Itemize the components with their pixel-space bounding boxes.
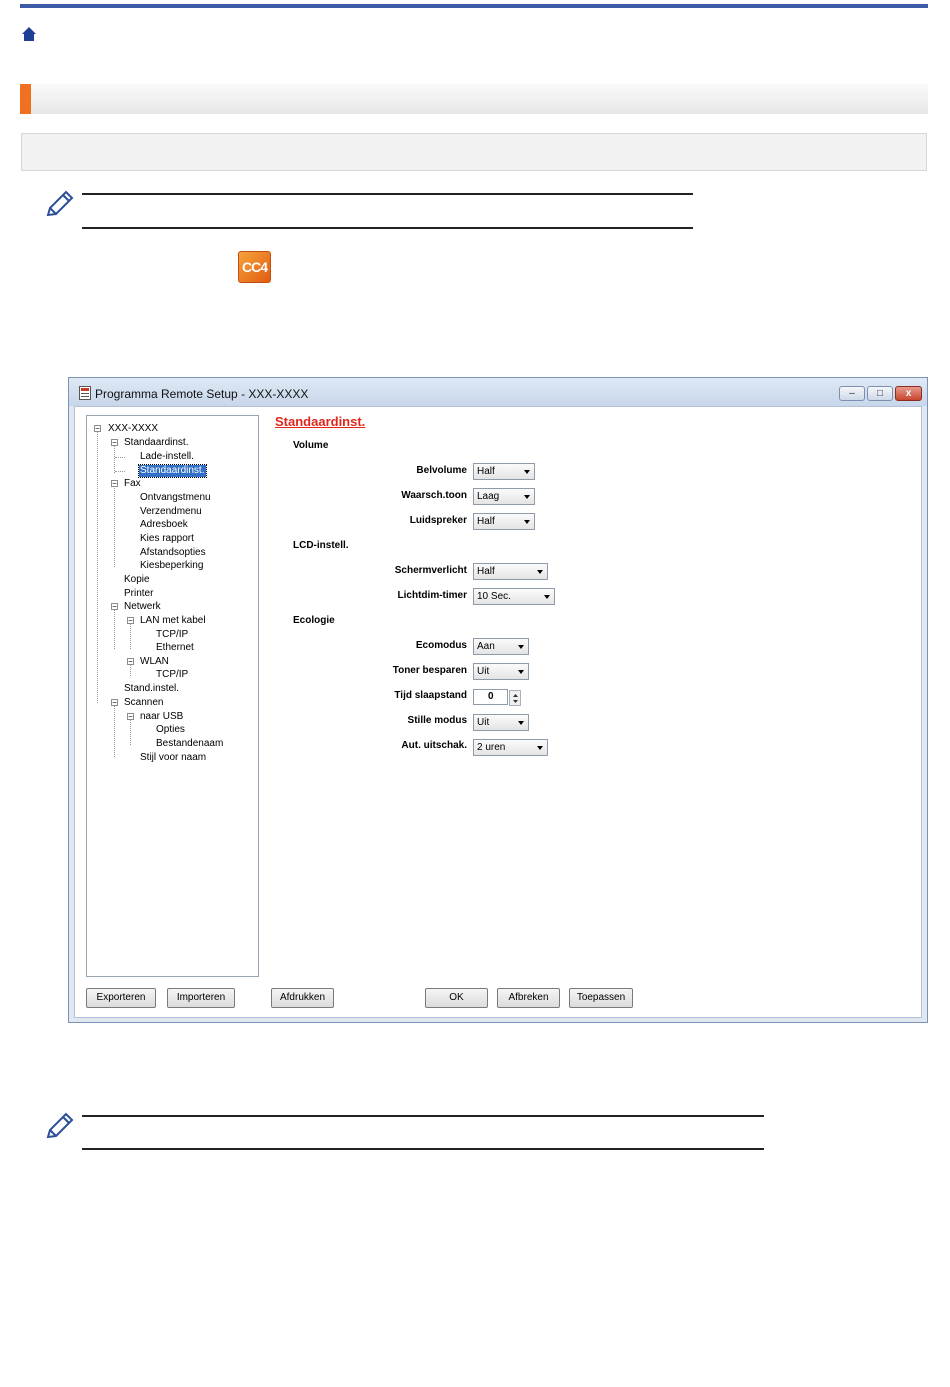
info-box bbox=[21, 133, 927, 171]
waarschtoon-label: Waarsch.toon bbox=[401, 490, 467, 501]
tree-collapse-toggle[interactable]: − bbox=[112, 602, 117, 611]
tree-item-stijl-voor-naam[interactable]: Stijl voor naam bbox=[140, 752, 207, 763]
lichtdimtimer-label: Lichtdim-timer bbox=[397, 590, 467, 601]
tree-item-lan-met-kabel[interactable]: LAN met kabel bbox=[140, 615, 206, 626]
autuitschak-select[interactable] bbox=[473, 739, 548, 756]
tonerbesparen-value: Uit bbox=[477, 666, 490, 677]
tree-item-opties[interactable]: Opties bbox=[156, 724, 185, 735]
tonerbesparen-select[interactable] bbox=[473, 663, 529, 680]
tree-item-standaardinst-selected[interactable]: Standaardinst. bbox=[140, 465, 205, 476]
tree-item-ontvangstmenu[interactable]: Ontvangstmenu bbox=[140, 492, 211, 503]
chevron-down-icon bbox=[537, 570, 543, 574]
home-icon[interactable] bbox=[21, 26, 37, 42]
ok-button[interactable]: OK bbox=[425, 988, 488, 1008]
importeren-button[interactable]: Importeren bbox=[167, 988, 235, 1008]
note2-bottom-rule bbox=[82, 1148, 764, 1150]
maximize-button[interactable]: □ bbox=[867, 386, 893, 401]
chevron-down-icon bbox=[518, 670, 524, 674]
tree-item-afstandsopties[interactable]: Afstandsopties bbox=[140, 547, 206, 558]
waarschtoon-value: Laag bbox=[477, 491, 500, 502]
luidspreker-value: Half bbox=[477, 516, 495, 527]
afdrukken-button[interactable]: Afdrukken bbox=[271, 988, 334, 1008]
chevron-down-icon bbox=[518, 721, 524, 725]
tree-item-stand-instel[interactable]: Stand.instel. bbox=[124, 683, 180, 694]
exporteren-button[interactable]: Exporteren bbox=[86, 988, 156, 1008]
tree-item-ethernet[interactable]: Ethernet bbox=[156, 642, 194, 653]
tree-collapse-toggle[interactable]: − bbox=[112, 698, 117, 707]
section-accent bbox=[20, 84, 31, 114]
spin-up-down-icon bbox=[512, 692, 519, 705]
window-client-area bbox=[74, 406, 922, 1018]
remote-setup-window bbox=[68, 377, 928, 1023]
tree-item-root[interactable]: XXX-XXXX bbox=[108, 423, 159, 434]
schermverlicht-select[interactable] bbox=[473, 563, 548, 580]
tree-collapse-toggle[interactable]: − bbox=[128, 657, 133, 666]
tree-item-netwerk[interactable]: Netwerk bbox=[124, 601, 161, 612]
luidspreker-label: Luidspreker bbox=[409, 515, 467, 526]
tree-item-fax[interactable]: Fax bbox=[124, 478, 141, 489]
lichtdimtimer-select[interactable] bbox=[473, 588, 555, 605]
belvolume-label: Belvolume bbox=[416, 465, 467, 476]
section-header-bar bbox=[20, 84, 928, 114]
tree-item-printer[interactable]: Printer bbox=[124, 588, 154, 599]
title-bar bbox=[69, 378, 927, 406]
tijdslaapstand-value: 0 bbox=[488, 691, 494, 702]
note2-top-rule bbox=[82, 1115, 764, 1117]
cc4-app-icon: CC4 bbox=[238, 251, 271, 283]
app-window-icon bbox=[79, 386, 91, 400]
group-ecologie: Ecologie bbox=[293, 615, 335, 626]
tree-line bbox=[115, 457, 125, 458]
afbreken-button[interactable]: Afbreken bbox=[497, 988, 560, 1008]
belvolume-select[interactable] bbox=[473, 463, 535, 480]
tijdslaapstand-stepper[interactable] bbox=[473, 689, 508, 705]
ecomodus-label: Ecomodus bbox=[415, 640, 467, 651]
chevron-down-icon bbox=[518, 645, 524, 649]
chevron-down-icon bbox=[524, 520, 530, 524]
belvolume-value: Half bbox=[477, 466, 495, 477]
tonerbesparen-label: Toner besparen bbox=[392, 665, 467, 676]
tree-line bbox=[114, 606, 115, 649]
tree-collapse-toggle[interactable]: − bbox=[128, 616, 133, 625]
stillemodus-value: Uit bbox=[477, 717, 490, 728]
schermverlicht-value: Half bbox=[477, 566, 495, 577]
pencil-note-icon bbox=[44, 188, 76, 220]
tree-item-verzendmenu[interactable]: Verzendmenu bbox=[140, 506, 202, 517]
tijdslaapstand-label: Tijd slaapstand bbox=[394, 690, 467, 701]
chevron-down-icon bbox=[537, 746, 543, 750]
pencil-note-icon bbox=[44, 1110, 76, 1142]
spin-buttons[interactable] bbox=[509, 690, 521, 706]
tree-item-kopie[interactable]: Kopie bbox=[124, 574, 150, 585]
tree-line bbox=[114, 702, 115, 757]
tree-item-lade-instell[interactable]: Lade-instell. bbox=[140, 451, 194, 462]
stillemodus-select[interactable] bbox=[473, 714, 529, 731]
lichtdimtimer-value: 10 Sec. bbox=[477, 591, 511, 602]
toepassen-button[interactable]: Toepassen bbox=[569, 988, 633, 1008]
ecomodus-select[interactable] bbox=[473, 638, 529, 655]
tree-item-adresboek[interactable]: Adresboek bbox=[140, 519, 188, 530]
tree-item-standaardinst-group[interactable]: Standaardinst. bbox=[124, 437, 189, 448]
autuitschak-value: 2 uren bbox=[477, 742, 506, 753]
close-button[interactable]: x bbox=[895, 386, 922, 401]
tree-line bbox=[114, 483, 115, 567]
chevron-down-icon bbox=[524, 470, 530, 474]
tree-line bbox=[97, 428, 98, 703]
chevron-down-icon bbox=[544, 595, 550, 599]
tree-item-kies-rapport[interactable]: Kies rapport bbox=[140, 533, 194, 544]
tree-item-kiesbeperking[interactable]: Kiesbeperking bbox=[140, 560, 204, 571]
tree-collapse-toggle[interactable]: − bbox=[128, 712, 133, 721]
tree-item-tcpip-lan[interactable]: TCP/IP bbox=[156, 629, 189, 640]
note-top-rule bbox=[82, 193, 693, 195]
window-title: Programma Remote Setup - XXX-XXXX bbox=[95, 387, 309, 401]
top-accent-bar bbox=[20, 4, 928, 8]
tree-collapse-toggle[interactable]: − bbox=[112, 479, 117, 488]
ecomodus-value: Aan bbox=[477, 641, 495, 652]
tree-item-bestandenaam[interactable]: Bestandenaam bbox=[156, 738, 224, 749]
tree-item-tcpip-wlan[interactable]: TCP/IP bbox=[156, 669, 189, 680]
minimize-button[interactable]: – bbox=[839, 386, 865, 401]
group-volume: Volume bbox=[293, 440, 329, 451]
panel-title: Standaardinst. bbox=[275, 414, 366, 429]
chevron-down-icon bbox=[524, 495, 530, 499]
tree-collapse-toggle[interactable]: − bbox=[112, 438, 117, 447]
tree-line bbox=[115, 471, 125, 472]
tree-item-wlan[interactable]: WLAN bbox=[140, 656, 169, 667]
luidspreker-select[interactable] bbox=[473, 513, 535, 530]
autuitschak-label: Aut. uitschak. bbox=[401, 740, 467, 751]
stillemodus-label: Stille modus bbox=[407, 715, 467, 726]
tree-collapse-toggle[interactable]: − bbox=[95, 424, 100, 433]
tree-item-scannen[interactable]: Scannen bbox=[124, 697, 164, 708]
waarschtoon-select[interactable] bbox=[473, 488, 535, 505]
group-lcd: LCD-instell. bbox=[293, 540, 349, 551]
schermverlicht-label: Schermverlicht bbox=[394, 565, 467, 576]
settings-tree[interactable] bbox=[86, 415, 259, 977]
note-bottom-rule bbox=[82, 227, 693, 229]
tree-item-naar-usb[interactable]: naar USB bbox=[140, 711, 184, 722]
